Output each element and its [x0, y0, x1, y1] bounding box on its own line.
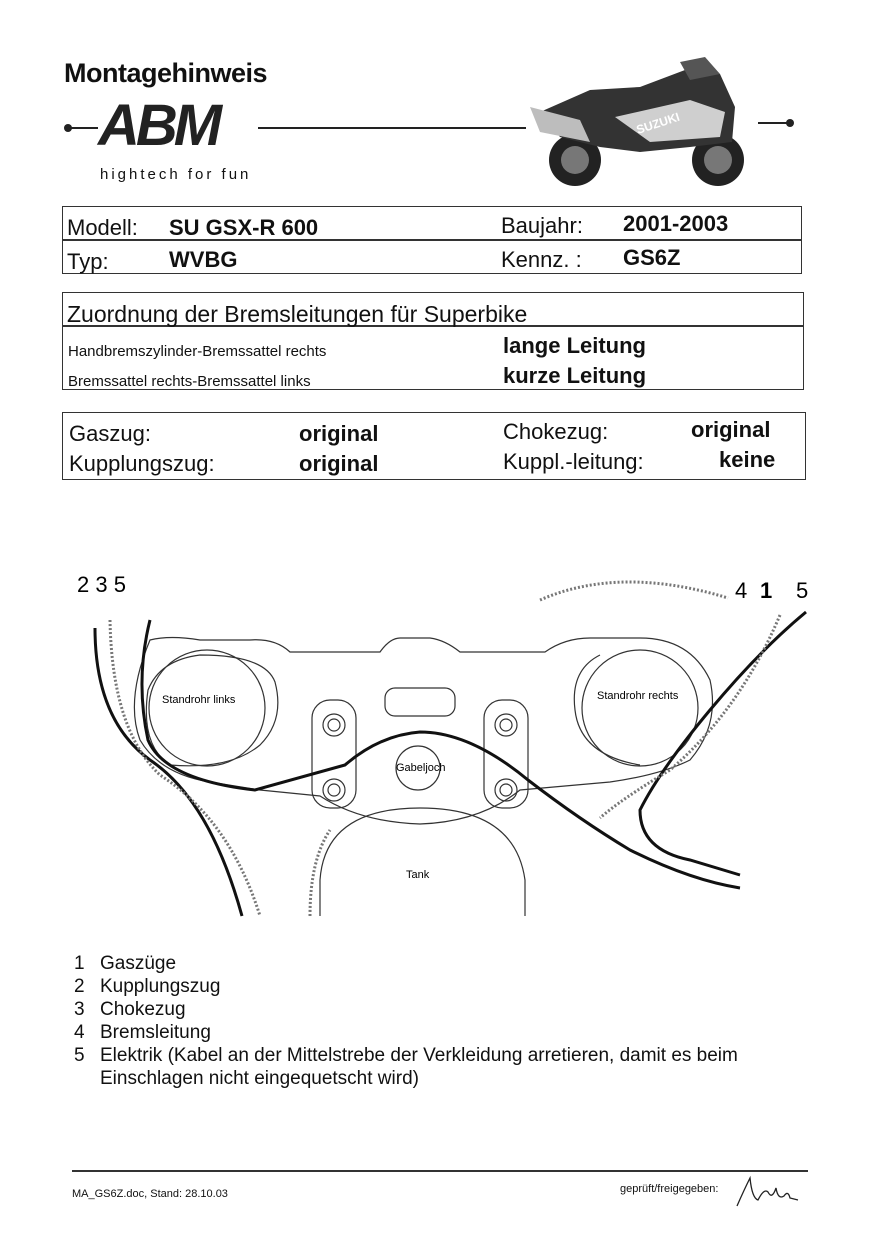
diagram-num-1: 1	[760, 578, 773, 603]
legend-item: 5 Elektrik (Kabel an der Mittelstrebe der Verkleidung arretieren, damit es beim	[74, 1045, 738, 1066]
abm-logo: ABM	[98, 93, 219, 158]
brakes-heading: Zuordnung der Bremsleitungen für Superbike	[67, 301, 528, 327]
footer-divider	[72, 1170, 808, 1172]
diagram-num-4: 4	[735, 578, 748, 603]
kennz-value: GS6Z	[623, 245, 681, 270]
kuppl-leitung-value: keine	[719, 447, 776, 472]
signature-image	[732, 1170, 802, 1210]
logo-line-left	[70, 127, 98, 129]
kennz-label: Kennz. :	[501, 247, 582, 272]
typ-label: Typ:	[67, 249, 109, 274]
brake-row-1-value: lange Leitung	[503, 333, 646, 358]
footer-approved-label: geprüft/freigegeben:	[620, 1183, 719, 1195]
brake-row-2-value: kurze Leitung	[503, 363, 647, 388]
chokezug-value: original	[691, 417, 771, 442]
legend-item: 1 Gaszüge	[74, 953, 177, 974]
label-gabeljoch: Gabeljoch	[396, 762, 446, 774]
legend-item: 2 Kupplungszug	[74, 976, 221, 997]
label-standrohr-rechts: Standrohr rechts	[597, 690, 679, 702]
motorcycle-image	[520, 52, 760, 192]
brake-row-1-label: Handbremszylinder-Bremssattel rechts	[68, 343, 327, 360]
cables-box	[62, 412, 806, 480]
diagram-num-5: 5	[796, 578, 809, 603]
gaszug-label: Gaszug:	[69, 421, 151, 446]
label-tank: Tank	[406, 869, 430, 881]
logo-tagline: hightech for fun	[100, 166, 252, 183]
diagram-left-numbers: 2 3 5	[77, 572, 126, 597]
footer-doc: MA_GS6Z.doc, Stand: 28.10.03	[72, 1188, 228, 1200]
kuppl-leitung-label: Kuppl.-leitung:	[503, 449, 644, 474]
gaszug-value: original	[299, 421, 379, 446]
brakes-box	[62, 292, 804, 390]
routing-diagram	[0, 560, 884, 930]
modell-value: SU GSX-R 600	[169, 215, 319, 240]
legend	[74, 952, 738, 1090]
motorcycle-brand-text: SUZUKI	[634, 109, 682, 137]
logo-line-right	[758, 122, 788, 124]
label-standrohr-links: Standrohr links	[162, 694, 236, 706]
logo-line-middle	[258, 127, 526, 129]
baujahr-label: Baujahr:	[501, 213, 583, 238]
legend-item: 3 Chokezug	[74, 999, 186, 1020]
vehicle-box	[62, 206, 802, 274]
page-title: Montagehinweis	[64, 58, 268, 88]
logo-dot-right	[786, 119, 794, 127]
kupplungszug-label: Kupplungszug:	[69, 451, 215, 476]
baujahr-value: 2001-2003	[623, 211, 729, 236]
legend-item: 4 Bremsleitung	[74, 1022, 211, 1043]
kupplungszug-value: original	[299, 451, 379, 476]
typ-value: WVBG	[169, 247, 238, 272]
brake-row-2-label: Bremssattel rechts-Bremssattel links	[68, 373, 311, 390]
modell-label: Modell:	[67, 215, 138, 240]
legend-item: Einschlagen nicht eingequetscht wird)	[100, 1068, 419, 1089]
chokezug-label: Chokezug:	[503, 419, 609, 444]
